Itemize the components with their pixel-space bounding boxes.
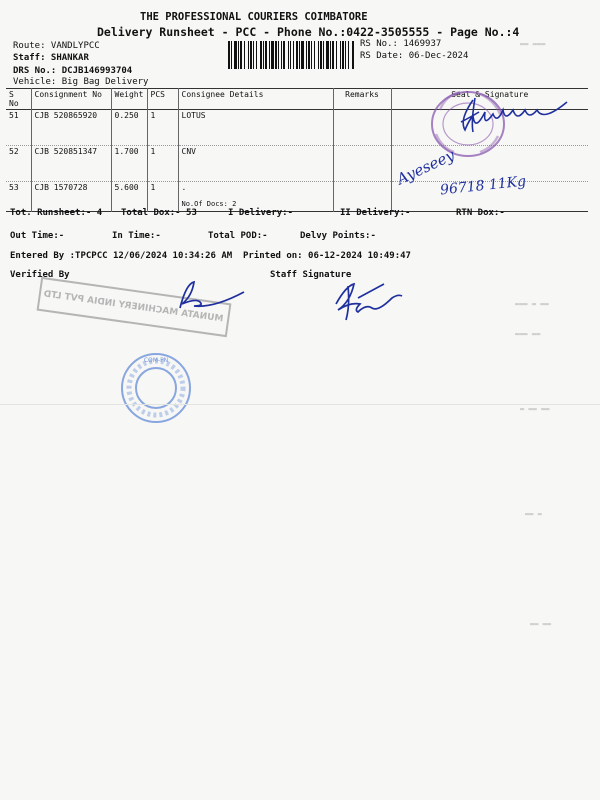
barcode-bar xyxy=(234,41,237,69)
barcode-bar xyxy=(330,41,331,69)
barcode-bar xyxy=(352,41,354,69)
rtn-dox: RTN Dox:- xyxy=(456,208,505,218)
barcode-bar xyxy=(340,41,341,69)
barcode-bar xyxy=(336,41,337,69)
consignee-name: . xyxy=(181,183,187,192)
total-pod: Total POD:- xyxy=(208,231,268,241)
barcode-bar xyxy=(320,41,322,69)
handwritten-weight-note: 96718 11Kg xyxy=(439,173,527,199)
total-runsheet: Tot. Runsheet:- 4 xyxy=(10,208,103,218)
barcode-bar xyxy=(248,41,249,69)
barcode-bar xyxy=(228,41,230,69)
printed-on: Printed on: 06-12-2024 10:49:47 xyxy=(243,251,411,261)
cell-pcs: 1 xyxy=(147,110,178,146)
barcode-bar xyxy=(308,41,310,69)
delivery-points: Delvy Points:- xyxy=(300,231,376,241)
cell-sno: 51 xyxy=(9,111,19,120)
barcode-bar xyxy=(240,41,242,69)
vehicle: Vehicle: Big Bag Delivery xyxy=(13,77,149,87)
show-through-text: ▬▬▬ ▬ ▬▬ xyxy=(515,300,549,308)
col-header-remarks: Remarks xyxy=(333,89,391,110)
barcode-bar xyxy=(250,41,252,69)
cell-weight: 5.600 xyxy=(111,182,147,212)
cell-weight: 0.250 xyxy=(111,110,147,146)
barcode-bar xyxy=(265,41,267,69)
cell-consignee: CNV xyxy=(178,146,333,182)
col-header-consignment: Consignment No xyxy=(31,89,111,110)
round-stamp xyxy=(118,350,194,426)
barcode-bar xyxy=(323,41,324,69)
barcode-bar xyxy=(314,41,315,69)
barcode-bar xyxy=(278,41,279,69)
show-through-text: ▬ ▬▬ ▬▬ xyxy=(520,405,550,413)
barcode-bar xyxy=(244,41,245,69)
cell-consignee: LOTUS xyxy=(178,110,333,146)
staff-signature xyxy=(328,274,418,324)
barcode-bar xyxy=(301,41,304,69)
cell-sno: 53 xyxy=(9,183,19,192)
cell-consignment: CJB 520851347 xyxy=(31,146,111,182)
barcode-bar xyxy=(293,41,294,69)
col-header-consignee: Consignee Details xyxy=(178,89,333,110)
cell-pcs: 1 xyxy=(147,182,178,212)
col-header-pcs: PCS xyxy=(147,89,178,110)
barcode-bar xyxy=(311,41,312,69)
barcode-bar xyxy=(231,41,232,69)
runsheet-title: Delivery Runsheet - PCC - Phone No.:0422-3505555 - Page No.:4 xyxy=(97,25,520,39)
drs-number: DRS No.: DCJB146993704 xyxy=(13,66,133,76)
barcode-bar xyxy=(306,41,307,69)
barcode-bar xyxy=(238,41,239,69)
in-time: In Time:- xyxy=(112,231,161,241)
fold-line xyxy=(0,404,600,405)
round-stamp-text: COM-PN xyxy=(143,357,169,364)
show-through-text: ▬▬ ▬ xyxy=(525,510,542,518)
cell-consignee xyxy=(178,182,333,212)
verifier-signature xyxy=(168,278,258,318)
first-delivery: I Delivery:- xyxy=(228,208,294,218)
cell-consignment: CJB 1570728 xyxy=(31,182,111,212)
cell-weight: 1.700 xyxy=(111,146,147,182)
barcode-bar xyxy=(342,41,344,69)
cell-remarks xyxy=(333,182,391,212)
cell-remarks xyxy=(333,110,391,146)
entered-by: Entered By :TPCPCC 12/06/2024 10:34:26 AM xyxy=(10,251,233,261)
barcode xyxy=(228,41,356,69)
total-dox: Total Dox:- 53 xyxy=(121,208,197,218)
cell-remarks xyxy=(333,146,391,182)
show-through-text: ▬▬▬ ▬▬ xyxy=(515,330,541,338)
rs-number: RS No.: 1469937 xyxy=(360,39,442,49)
col-header-sno: S No xyxy=(9,90,19,108)
consignee-signature xyxy=(435,92,585,140)
barcode-bar xyxy=(332,41,334,69)
show-through-text: ▬▬ ▬▬▬ xyxy=(520,40,546,48)
barcode-bar xyxy=(263,41,264,69)
rs-date: RS Date: 06-Dec-2024 xyxy=(360,51,469,61)
barcode-bar xyxy=(275,41,277,69)
barcode-bar xyxy=(288,41,289,69)
barcode-bar xyxy=(290,41,291,69)
barcode-bar xyxy=(348,41,349,69)
barcode-bar xyxy=(260,41,262,69)
show-through-text: ▬▬ ▬▬ xyxy=(530,620,552,628)
barcode-bar xyxy=(345,41,346,69)
col-header-weight: Weight xyxy=(111,89,147,110)
verifier-stamp: MUNATA MACHINERY INDIA PVT LTD xyxy=(37,277,232,337)
cell-pcs: 1 xyxy=(147,146,178,182)
out-time: Out Time:- xyxy=(10,231,65,241)
barcode-bar xyxy=(271,41,274,69)
barcode-bar xyxy=(256,41,257,69)
verified-by-label: Verified By xyxy=(10,270,70,280)
cell-consignment: CJB 520865920 xyxy=(31,110,111,146)
route: Route: VANDLYPCC xyxy=(13,41,100,51)
col-header-seal-signature: Seal & Signature xyxy=(391,89,588,110)
barcode-bar xyxy=(299,41,300,69)
staff-signature-label: Staff Signature xyxy=(270,270,352,280)
barcode-bar xyxy=(326,41,329,69)
number-of-docs: No.Of Docs: 2 xyxy=(181,200,237,208)
cell-sno: 52 xyxy=(9,147,19,156)
barcode-bar xyxy=(281,41,282,69)
company-name: THE PROFESSIONAL COURIERS COIMBATORE xyxy=(140,11,368,23)
barcode-bar xyxy=(296,41,298,69)
barcode-bar xyxy=(318,41,319,69)
second-delivery: II Delivery:- xyxy=(340,208,411,218)
barcode-bar xyxy=(253,41,254,69)
barcode-bar xyxy=(269,41,270,69)
handwritten-note: Ayeseey xyxy=(394,146,458,189)
barcode-bar xyxy=(283,41,285,69)
staff: Staff: SHANKAR xyxy=(13,53,89,63)
